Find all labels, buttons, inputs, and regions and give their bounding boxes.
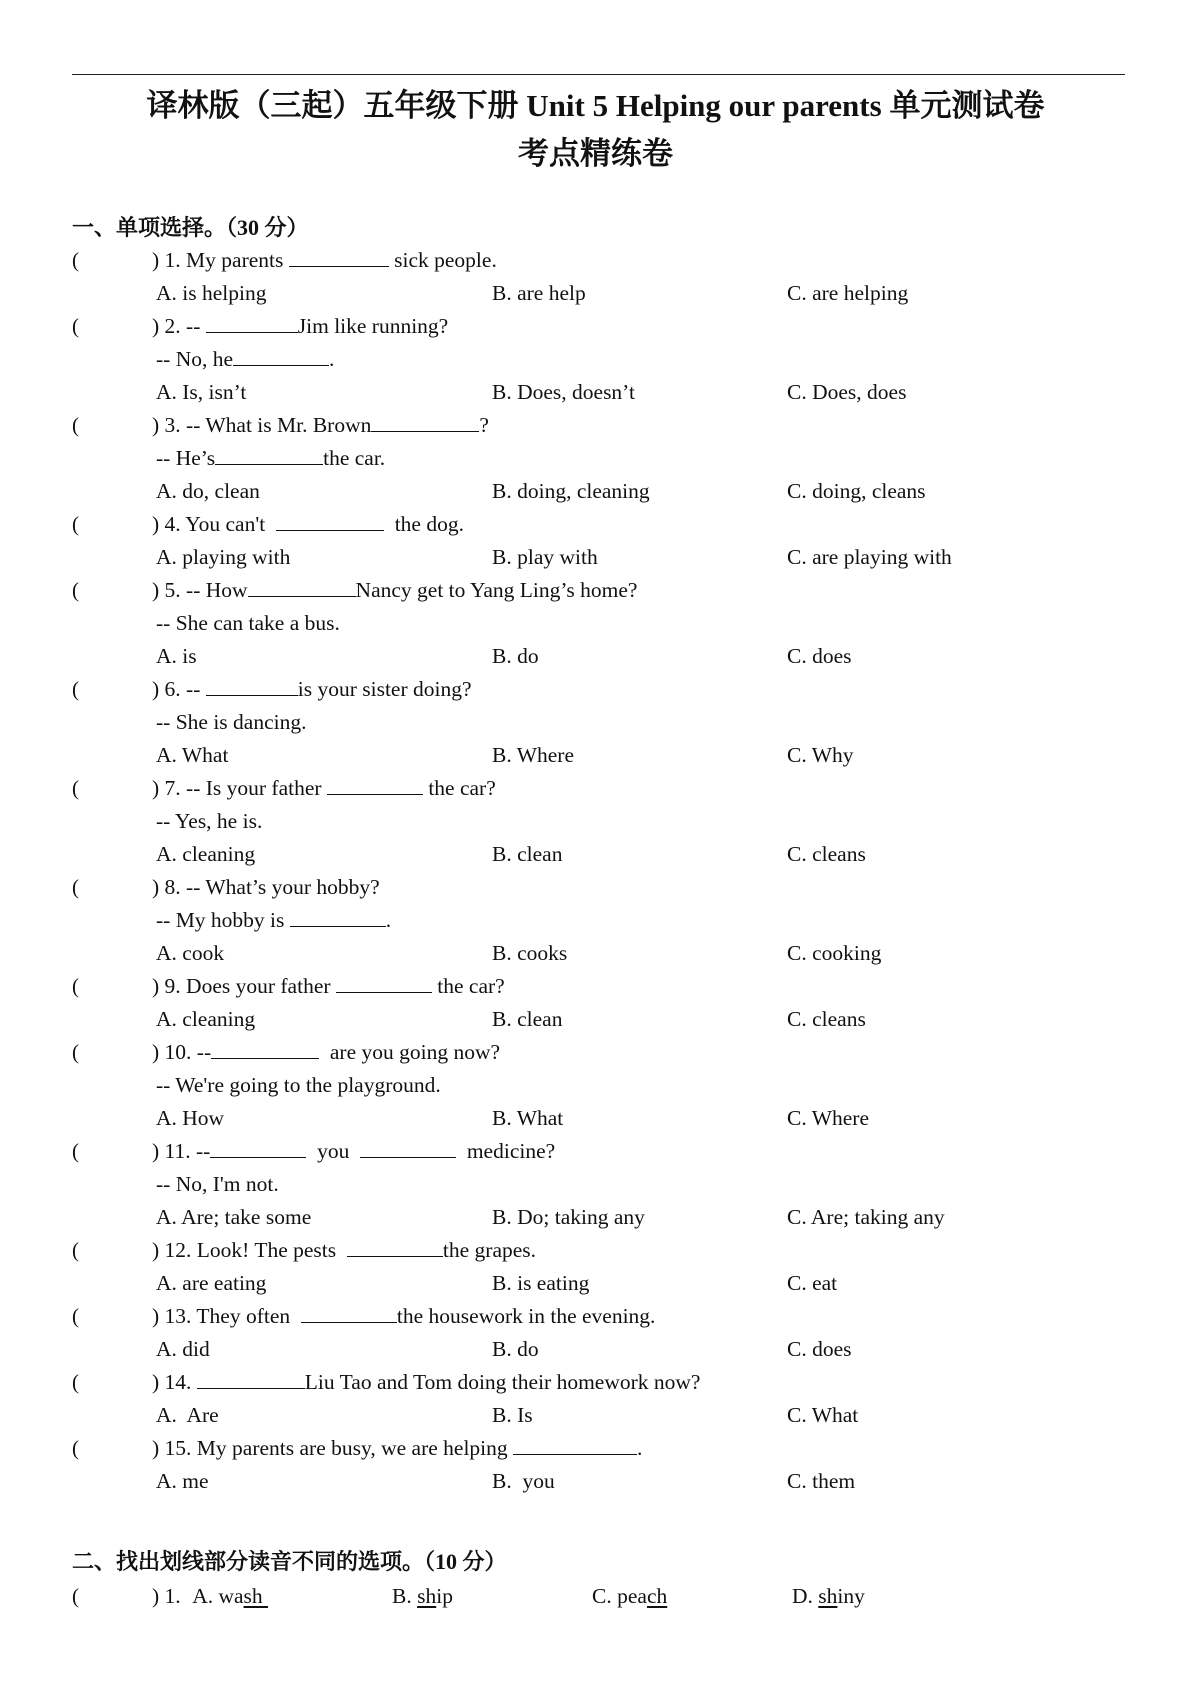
answer-blank[interactable] — [276, 512, 384, 531]
text-segment: sick people. — [388, 248, 497, 272]
question-stem — [152, 776, 496, 801]
answer-blank[interactable] — [211, 1040, 319, 1059]
answer-blank[interactable] — [206, 677, 298, 696]
question-number: ) 6. — [152, 677, 181, 701]
answer-blank[interactable] — [233, 347, 329, 366]
option-a: A. What — [156, 743, 229, 767]
option-b: B. clean — [492, 842, 563, 866]
text-segment: the grapes. — [442, 1238, 537, 1262]
text-segment: -- He’s — [156, 446, 216, 470]
option-a: A. are eating — [156, 1271, 267, 1295]
text-segment: -- Is your father — [180, 776, 327, 800]
option-b: B. do — [492, 1337, 539, 1361]
answer-bracket: ( — [72, 1238, 79, 1262]
option-a: A. cook — [156, 941, 225, 965]
option-c: C. cleans — [787, 842, 866, 866]
option-a — [188, 1584, 268, 1609]
text-segment: Liu Tao and Tom doing their homework now? — [304, 1370, 701, 1394]
question-number: ) 9. — [152, 974, 181, 998]
text-segment: -- What is Mr. Brown — [180, 413, 372, 437]
question-response — [156, 908, 391, 933]
question-number: ) 4. — [152, 512, 181, 536]
question-number: ) 1. — [152, 1584, 181, 1608]
text-segment: -- No, he — [156, 347, 234, 371]
text-segment: They often — [191, 1304, 301, 1328]
text-segment: -- We're going to the playground. — [156, 1073, 441, 1097]
text-segment: -- Yes, he is. — [156, 809, 263, 833]
text-segment: is your sister doing? — [297, 677, 472, 701]
question-number: ) 11. — [152, 1139, 191, 1163]
question-stem — [152, 248, 497, 273]
option-c: C. cooking — [787, 941, 882, 965]
option-b: B. is eating — [492, 1271, 590, 1295]
question-number: ) 8. — [152, 875, 181, 899]
text-segment: medicine? — [456, 1139, 556, 1163]
option-c: C. Why — [787, 743, 854, 767]
option-d — [792, 1584, 865, 1609]
question-stem — [152, 1238, 536, 1263]
text-segment: -- — [191, 1040, 212, 1064]
option-b: B. doing, cleaning — [492, 479, 650, 503]
option-a: A. playing with — [156, 545, 291, 569]
text-segment: My parents — [180, 248, 289, 272]
answer-blank[interactable] — [290, 908, 386, 927]
option-a: A. How — [156, 1106, 225, 1130]
answer-bracket: ( — [72, 1370, 79, 1394]
answer-bracket: ( — [72, 1139, 79, 1163]
option-b: B. Is — [492, 1403, 533, 1427]
underlined-letters: sh — [818, 1584, 838, 1608]
question-response — [156, 1172, 279, 1197]
option-c: C. eat — [787, 1271, 838, 1295]
answer-blank[interactable] — [301, 1304, 397, 1323]
answer-bracket: ( — [72, 413, 79, 437]
question-number: ) 10. — [152, 1040, 192, 1064]
option-c: C. them — [787, 1469, 856, 1493]
answer-blank[interactable] — [513, 1436, 637, 1455]
option-b: B. Do; taking any — [492, 1205, 645, 1229]
question-response — [156, 347, 334, 372]
text-segment: C. pea — [592, 1584, 647, 1608]
option-c: C. doing, cleans — [787, 479, 926, 503]
question-stem — [152, 314, 448, 339]
text-segment: -- What’s your hobby? — [180, 875, 380, 899]
option-b: B. you — [492, 1469, 555, 1493]
answer-blank[interactable] — [206, 314, 298, 333]
answer-blank[interactable] — [336, 974, 432, 993]
option-b: B. Does, doesn’t — [492, 380, 635, 404]
answer-bracket: ( — [72, 314, 79, 338]
underlined-letters: sh — [417, 1584, 437, 1608]
answer-blank[interactable] — [347, 1238, 443, 1257]
answer-bracket: ( — [72, 578, 79, 602]
option-a: A. did — [156, 1337, 210, 1361]
question-number: ) 15. — [152, 1436, 192, 1460]
option-c: C. What — [787, 1403, 859, 1427]
question-number: ) 2. — [152, 314, 181, 338]
question-stem — [152, 1436, 642, 1461]
answer-bracket: ( — [72, 1584, 79, 1608]
option-a: A. is helping — [156, 281, 267, 305]
text-segment: -- — [180, 314, 206, 338]
option-c — [592, 1584, 667, 1609]
section1-heading: 一、单项选择。（30 分） — [72, 215, 309, 240]
page-title: 译林版（三起）五年级下册 Unit 5 Helping our parents 单元测试卷 — [146, 88, 1045, 123]
option-a: A. me — [156, 1469, 209, 1493]
answer-bracket: ( — [72, 974, 79, 998]
text-segment: -- How — [180, 578, 248, 602]
question-stem — [152, 677, 472, 702]
text-segment: ? — [479, 413, 489, 437]
text-segment: -- — [180, 677, 206, 701]
text-segment: -- No, I'm not. — [156, 1172, 279, 1196]
page-subtitle: 考点精练卷 — [518, 136, 673, 171]
text-segment: Nancy get to Yang Ling’s home? — [355, 578, 638, 602]
question-number: ) 1. — [152, 248, 181, 272]
question-number: ) 12. — [152, 1238, 192, 1262]
text-segment: . — [637, 1436, 643, 1460]
question-stem — [152, 1304, 655, 1329]
text-segment: ip — [436, 1584, 453, 1608]
answer-bracket: ( — [72, 776, 79, 800]
underlined-letters: ch — [646, 1584, 668, 1608]
option-b: B. play with — [492, 545, 598, 569]
option-b: B. cooks — [492, 941, 568, 965]
question-stem — [152, 974, 505, 999]
text-segment: the housework in the evening. — [396, 1304, 656, 1328]
question-stem — [152, 512, 464, 537]
question-response — [156, 446, 385, 471]
option-a: A. cleaning — [156, 842, 256, 866]
text-segment: D. — [792, 1584, 819, 1608]
answer-bracket: ( — [72, 248, 79, 272]
option-c: C. does — [787, 644, 852, 668]
answer-bracket: ( — [72, 875, 79, 899]
text-segment: -- My hobby is — [156, 908, 290, 932]
option-c: C. are helping — [787, 281, 909, 305]
text-segment: the car? — [431, 974, 505, 998]
question-response — [156, 809, 262, 834]
option-b: B. clean — [492, 1007, 563, 1031]
text-segment: -- She can take a bus. — [156, 611, 340, 635]
text-segment: A. wa — [188, 1584, 244, 1608]
answer-blank[interactable] — [360, 1139, 456, 1158]
option-a: A. is — [156, 644, 197, 668]
text-segment: Look! The pests — [191, 1238, 347, 1262]
question-number: ) 7. — [152, 776, 181, 800]
option-a: A. Are; take some — [156, 1205, 312, 1229]
option-b: B. What — [492, 1106, 564, 1130]
option-c: C. are playing with — [787, 545, 952, 569]
option-c: C. cleans — [787, 1007, 866, 1031]
option-c: C. Does, does — [787, 380, 907, 404]
question-number: ) 5. — [152, 578, 181, 602]
answer-bracket: ( — [72, 677, 79, 701]
answer-bracket: ( — [72, 512, 79, 536]
question-response — [156, 710, 306, 735]
text-segment: -- She is dancing. — [156, 710, 307, 734]
underlined-letters: sh — [243, 1584, 269, 1608]
text-segment: iny — [837, 1584, 865, 1608]
text-segment: are you going now? — [319, 1040, 501, 1064]
answer-blank[interactable] — [327, 776, 423, 795]
option-b: B. Where — [492, 743, 574, 767]
question-stem — [152, 413, 489, 438]
section2-heading: 二、找出划线部分读音不同的选项。（10 分） — [72, 1549, 507, 1574]
option-c: C. does — [787, 1337, 852, 1361]
text-segment: . — [329, 347, 335, 371]
answer-blank[interactable] — [210, 1139, 306, 1158]
question-number: ) 14. — [152, 1370, 192, 1394]
option-a: A. do, clean — [156, 479, 260, 503]
text-segment: Does your father — [180, 974, 336, 998]
option-c: C. Are; taking any — [787, 1205, 945, 1229]
text-segment: you — [306, 1139, 361, 1163]
option-c: C. Where — [787, 1106, 869, 1130]
text-segment: the car? — [422, 776, 496, 800]
option-b: B. are help — [492, 281, 586, 305]
text-segment: My parents are busy, we are helping — [191, 1436, 514, 1460]
question-stem — [152, 578, 637, 603]
question-stem — [152, 875, 380, 900]
text-segment: You can't — [180, 512, 276, 536]
answer-blank[interactable] — [289, 248, 389, 267]
question-response — [156, 1073, 441, 1098]
answer-bracket: ( — [72, 1040, 79, 1064]
text-segment: the car. — [323, 446, 386, 470]
text-segment: -- — [190, 1139, 211, 1163]
question-stem — [152, 1040, 500, 1065]
text-segment: . — [385, 908, 392, 932]
text-segment: the dog. — [383, 512, 464, 536]
text-segment: B. — [392, 1584, 418, 1608]
question-stem — [152, 1139, 555, 1164]
question-response — [156, 611, 340, 636]
option-a: A. Is, isn’t — [156, 380, 247, 404]
answer-bracket: ( — [72, 1436, 79, 1460]
answer-bracket: ( — [72, 1304, 79, 1328]
option-a: A. cleaning — [156, 1007, 256, 1031]
option-a: A. Are — [156, 1403, 219, 1427]
question-stem — [152, 1370, 700, 1395]
answer-blank[interactable] — [248, 578, 356, 597]
answer-blank[interactable] — [371, 413, 479, 432]
question-number: ) 3. — [152, 413, 181, 437]
answer-blank[interactable] — [215, 446, 323, 465]
text-segment: Jim like running? — [297, 314, 449, 338]
option-b: B. do — [492, 644, 539, 668]
option-b — [392, 1584, 453, 1609]
answer-blank[interactable] — [197, 1370, 305, 1389]
question-number: ) 13. — [152, 1304, 192, 1328]
